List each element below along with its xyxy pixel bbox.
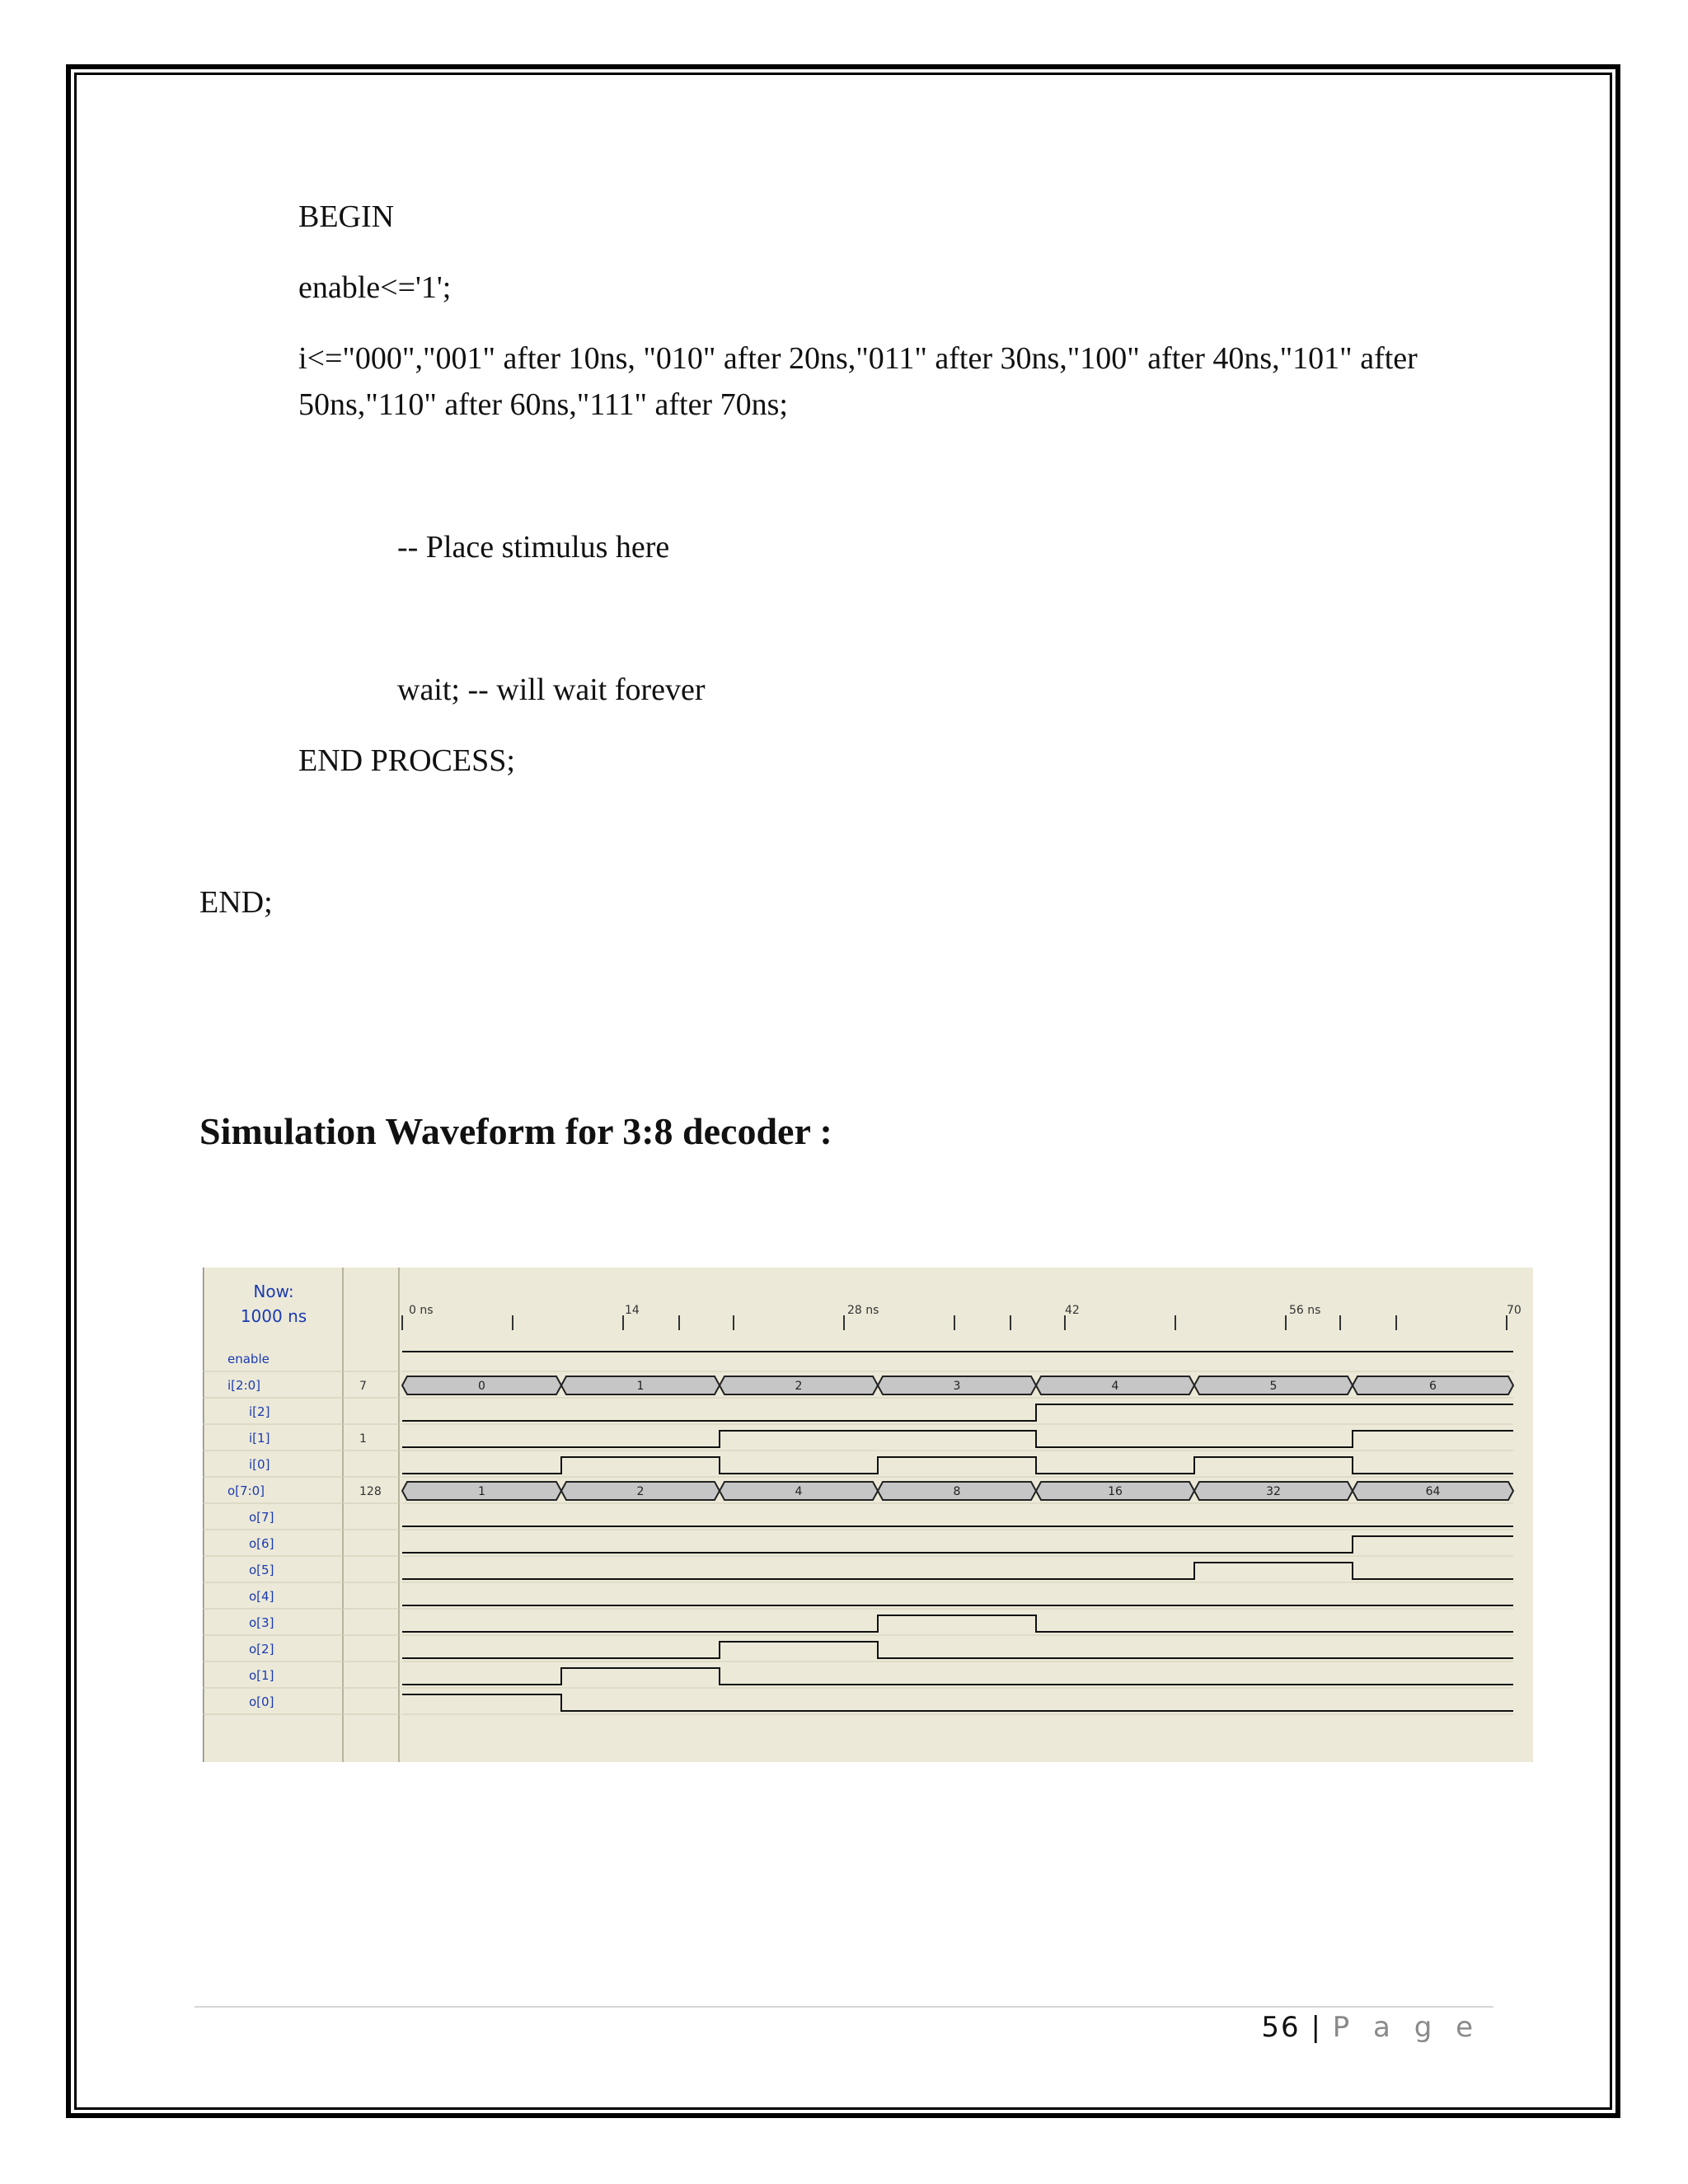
signal-name: i[1] [249,1431,270,1446]
now-label: Now: [253,1282,294,1301]
code-i-assign-1: i<="000","001" after 10ns, "010" after 20ns,"011" after 30ns,"100" after 40ns,"101" after [298,341,1418,376]
signal-name: o[7] [249,1510,274,1525]
signal-name: o[0] [249,1694,274,1709]
time-label: 70 [1507,1304,1522,1317]
page-footer [1261,2011,1480,2044]
bus-value: 0 [478,1380,485,1393]
time-label: 14 [625,1304,640,1317]
code-begin: BEGIN [298,199,395,234]
signal-name: enable [227,1352,270,1366]
bus-value: 4 [795,1485,803,1498]
signal-name: o[3] [249,1615,274,1630]
bus-value: 32 [1266,1485,1281,1498]
bus-value: 16 [1108,1485,1123,1498]
signal-name: i[0] [249,1457,270,1472]
signal-value: 1 [359,1432,367,1446]
waveform-viewer [203,1268,1533,1762]
signal-value: 7 [359,1380,367,1393]
time-label: 56 ns [1289,1304,1321,1317]
page-word: P a g e [1332,2011,1480,2044]
signal-name: o[2] [249,1642,274,1657]
time-label: 0 ns [409,1304,434,1317]
page-number: 56 [1261,2011,1301,2044]
signal-name: o[1] [249,1668,274,1683]
signal-name: o[4] [249,1589,274,1604]
bus-value: 1 [636,1380,645,1393]
signal-name: o[7:0] [227,1483,265,1498]
now-value: 1000 ns [240,1306,307,1326]
time-label: 42 [1065,1304,1080,1317]
code-end: END; [199,885,273,920]
time-label: 28 ns [847,1304,879,1317]
code-comment: -- Place stimulus here [397,530,670,565]
bus-value: 8 [953,1485,961,1498]
section-heading: Simulation Waveform for 3:8 decoder : [199,1110,832,1152]
footer-divider [195,2006,1493,2008]
page-separator: | [1311,2011,1322,2044]
bus-value: 4 [1111,1380,1119,1393]
bus-value: 2 [636,1485,645,1498]
code-wait: wait; -- will wait forever [397,673,706,707]
signal-name: i[2] [249,1404,270,1419]
signal-value: 128 [359,1485,382,1498]
bus-value: 6 [1429,1380,1437,1393]
signal-name: o[5] [249,1563,274,1577]
signal-name: o[6] [249,1536,274,1551]
bus-value: 64 [1425,1485,1441,1498]
bus-value: 5 [1269,1380,1278,1393]
code-i-assign-2: 50ns,"110" after 60ns,"111" after 70ns; [298,387,788,422]
bus-value: 3 [953,1380,961,1393]
bus-value: 1 [478,1485,485,1498]
signal-name: i[2:0] [227,1378,261,1393]
code-enable: enable<='1'; [298,270,452,305]
simulation-waveform-screenshot [203,1268,1533,1762]
bus-value: 2 [795,1380,803,1393]
code-end-process: END PROCESS; [298,743,515,778]
